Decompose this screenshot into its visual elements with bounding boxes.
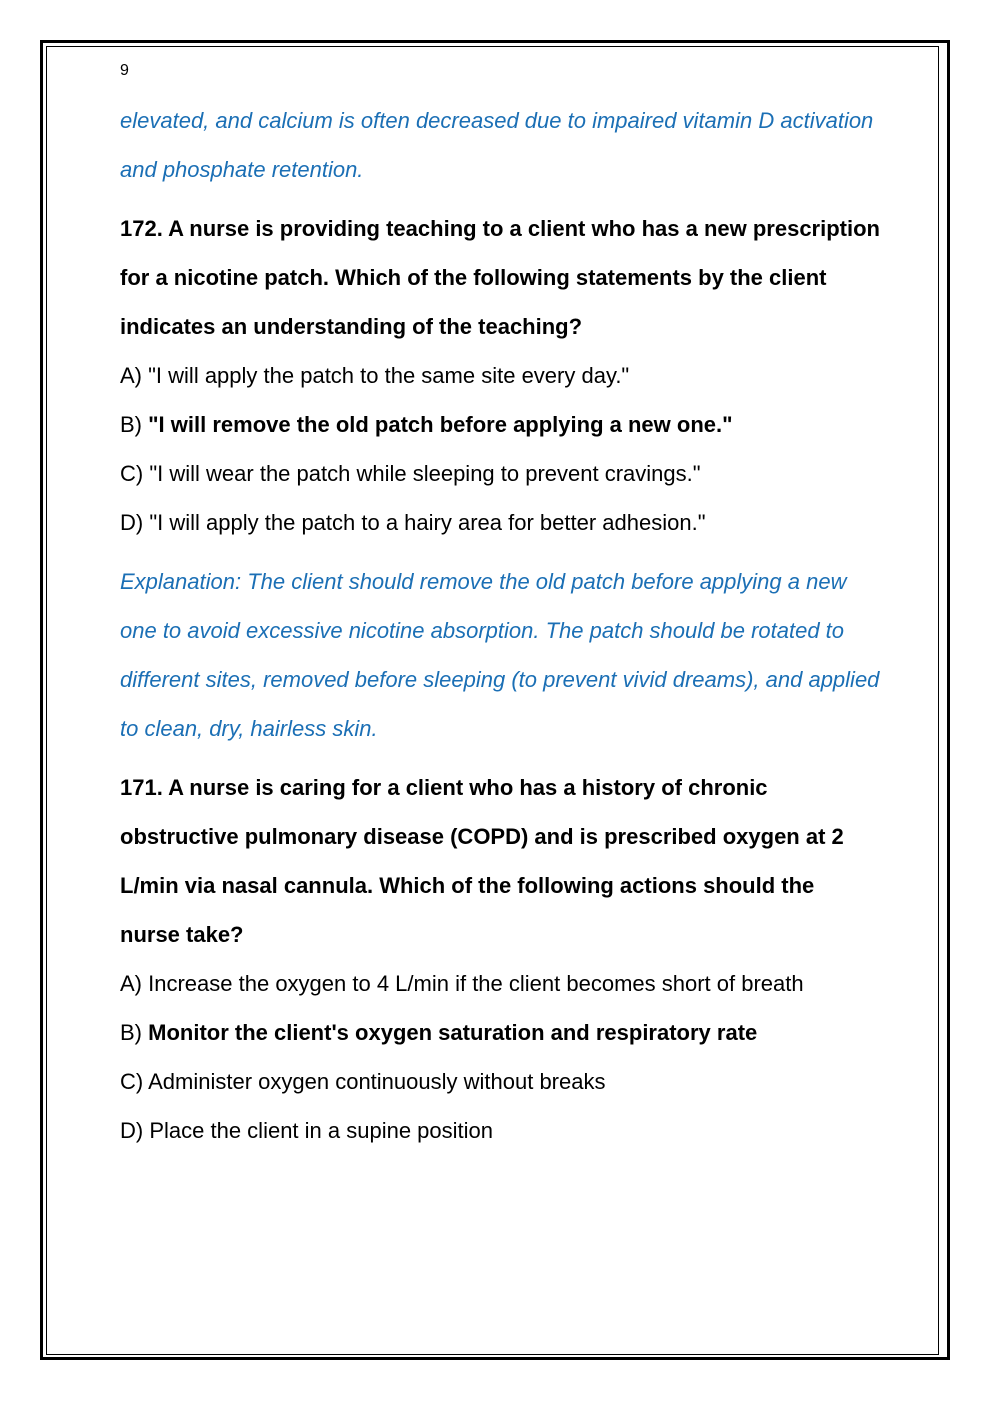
question-171: [120, 763, 880, 1155]
option-letter: A): [120, 363, 142, 388]
option-letter: C): [120, 1069, 144, 1094]
question-171-option-b: [120, 1008, 880, 1057]
question-172-explanation-text: Explanation: The client should remove the old patch before applying a new one to avoid excessive nicotine absorption. The patch should be rotated to different sites, removed before sleeping (to prevent vivid dreams), and applied to clean, dry, hairless skin.: [120, 569, 880, 741]
option-letter: B): [120, 1020, 142, 1045]
question-172-option-b: [120, 400, 880, 449]
question-172-option-a: [120, 351, 880, 400]
option-text: Administer oxygen continuously without breaks: [148, 1069, 606, 1094]
question-172-explanation: [120, 557, 880, 753]
option-letter: C): [120, 461, 144, 486]
question-172: [120, 204, 880, 753]
question-171-stem: 171. A nurse is caring for a client who has a history of chronic obstructive pulmonary disease (COPD) and is prescribed oxygen at 2 L/min via nasal cannula. Which of the following actions should the nurse take?: [120, 775, 844, 947]
continued-explanation: [120, 96, 880, 194]
option-text: Place the client in a supine position: [149, 1118, 494, 1143]
option-text-correct-answer: Monitor the client's oxygen saturation and respiratory rate: [148, 1020, 758, 1045]
question-172-option-d: [120, 498, 880, 547]
question-172-option-c: [120, 449, 880, 498]
option-letter: D): [120, 1118, 144, 1143]
option-text: "I will wear the patch while sleeping to prevent cravings.": [149, 461, 701, 486]
page-number: 9: [120, 62, 129, 79]
option-text: Increase the oxygen to 4 L/min if the client becomes short of breath: [148, 971, 804, 996]
question-171-option-c: [120, 1057, 880, 1106]
question-171-option-d: [120, 1106, 880, 1155]
option-letter: B): [120, 412, 142, 437]
page-content: [120, 58, 880, 1155]
question-171-option-a: [120, 959, 880, 1008]
option-letter: D): [120, 510, 144, 535]
question-172-stem: 172. A nurse is providing teaching to a client who has a new prescription for a nicotine patch. Which of the following statements by the client indicates an understanding of the teaching?: [120, 216, 880, 339]
option-text: "I will apply the patch to a hairy area for better adhesion.": [149, 510, 706, 535]
option-text: "I will apply the patch to the same site every day.": [148, 363, 630, 388]
option-text-correct-answer: "I will remove the old patch before applying a new one.": [148, 412, 733, 437]
continued-explanation-text: elevated, and calcium is often decreased due to impaired vitamin D activation and phosphate retention.: [120, 108, 874, 182]
option-letter: A): [120, 971, 142, 996]
